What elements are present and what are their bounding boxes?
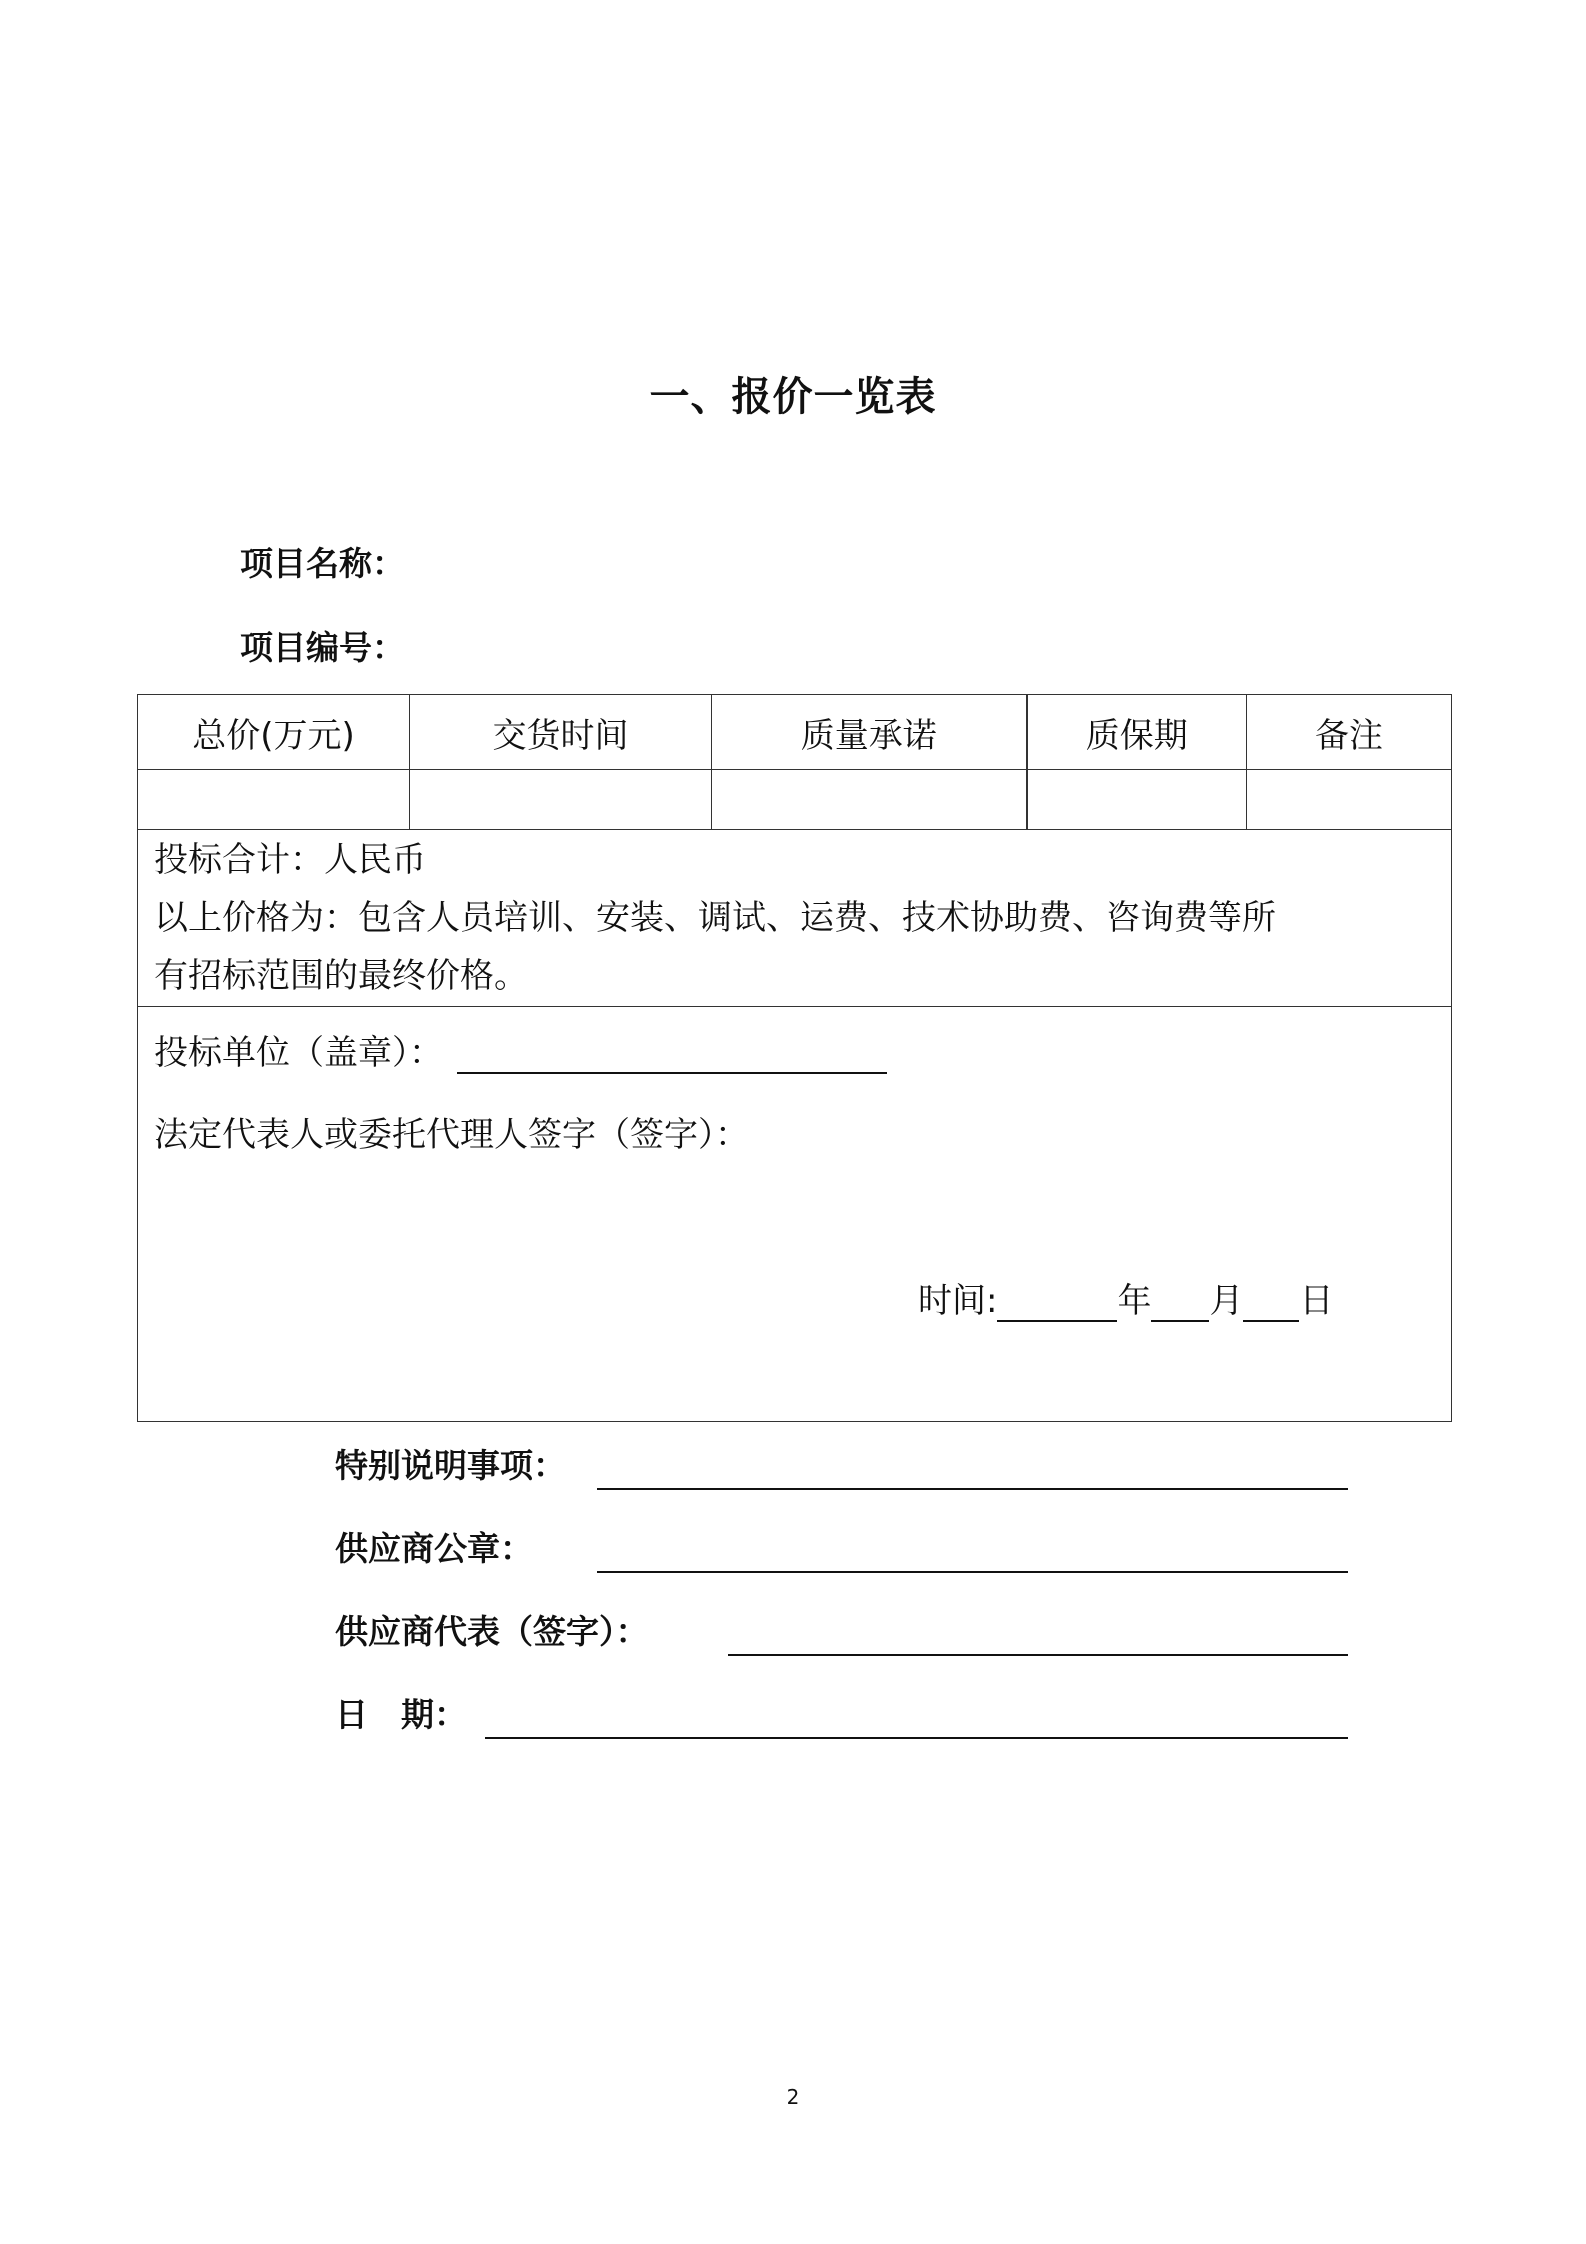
supplier-seal-input[interactable]: [597, 1571, 1348, 1573]
page-title: 一、报价一览表: [649, 374, 937, 420]
header-remarks: 备注: [1247, 695, 1452, 770]
day-label: 日: [1299, 1281, 1334, 1321]
quote-table: [137, 694, 1452, 1422]
date-label: 日 期：: [335, 1695, 467, 1734]
table-header-row: [138, 695, 1452, 770]
year-input[interactable]: [997, 1280, 1117, 1322]
supplier-representative-input[interactable]: [728, 1654, 1348, 1656]
project-name-label: 项目名称：: [240, 544, 405, 583]
signature-row: [138, 1007, 1452, 1422]
bidder-unit-input[interactable]: [457, 1032, 887, 1074]
page-number: 2: [786, 2085, 800, 2109]
special-notes-input[interactable]: [597, 1488, 1348, 1490]
price-note-line-1: 以上价格为：包含人员培训、安装、调试、运费、技术协助费、咨询费等所: [154, 898, 1276, 938]
cell-quality-commitment[interactable]: [712, 770, 1027, 830]
cell-delivery-time[interactable]: [410, 770, 712, 830]
year-label: 年: [1117, 1281, 1152, 1321]
header-warranty-period: 质保期: [1027, 695, 1247, 770]
signature-cell: [138, 1007, 1452, 1422]
cell-total-price[interactable]: [138, 770, 410, 830]
cell-remarks[interactable]: [1247, 770, 1452, 830]
cell-warranty-period[interactable]: [1027, 770, 1247, 830]
supplier-seal-label: 供应商公章：: [335, 1529, 533, 1568]
time-label: 时间:: [918, 1281, 998, 1321]
table-row: [138, 770, 1452, 830]
price-note-cell: [138, 830, 1452, 1007]
date-field: [918, 1273, 1333, 1322]
day-input[interactable]: [1243, 1280, 1299, 1322]
project-number-label: 项目编号：: [240, 628, 405, 667]
special-notes-label: 特别说明事项：: [335, 1446, 566, 1485]
header-delivery-time: 交货时间: [410, 695, 712, 770]
header-total-price: 总价(万元): [138, 695, 410, 770]
bid-total-label: 投标合计：人民币: [154, 840, 426, 880]
bidder-unit-label: 投标单位（盖章）：: [154, 1033, 443, 1073]
price-note-line-2: 有招标范围的最终价格。: [154, 956, 528, 996]
bidder-unit-field: [154, 1025, 887, 1074]
header-quality-commitment: 质量承诺: [712, 695, 1027, 770]
representative-signature-label: 法定代表人或委托代理人签字（签字）：: [154, 1115, 749, 1155]
date-input[interactable]: [485, 1737, 1348, 1739]
month-input[interactable]: [1151, 1280, 1209, 1322]
month-label: 月: [1209, 1281, 1244, 1321]
supplier-representative-label: 供应商代表（签字）：: [335, 1612, 649, 1651]
price-note-row: [138, 830, 1452, 1007]
